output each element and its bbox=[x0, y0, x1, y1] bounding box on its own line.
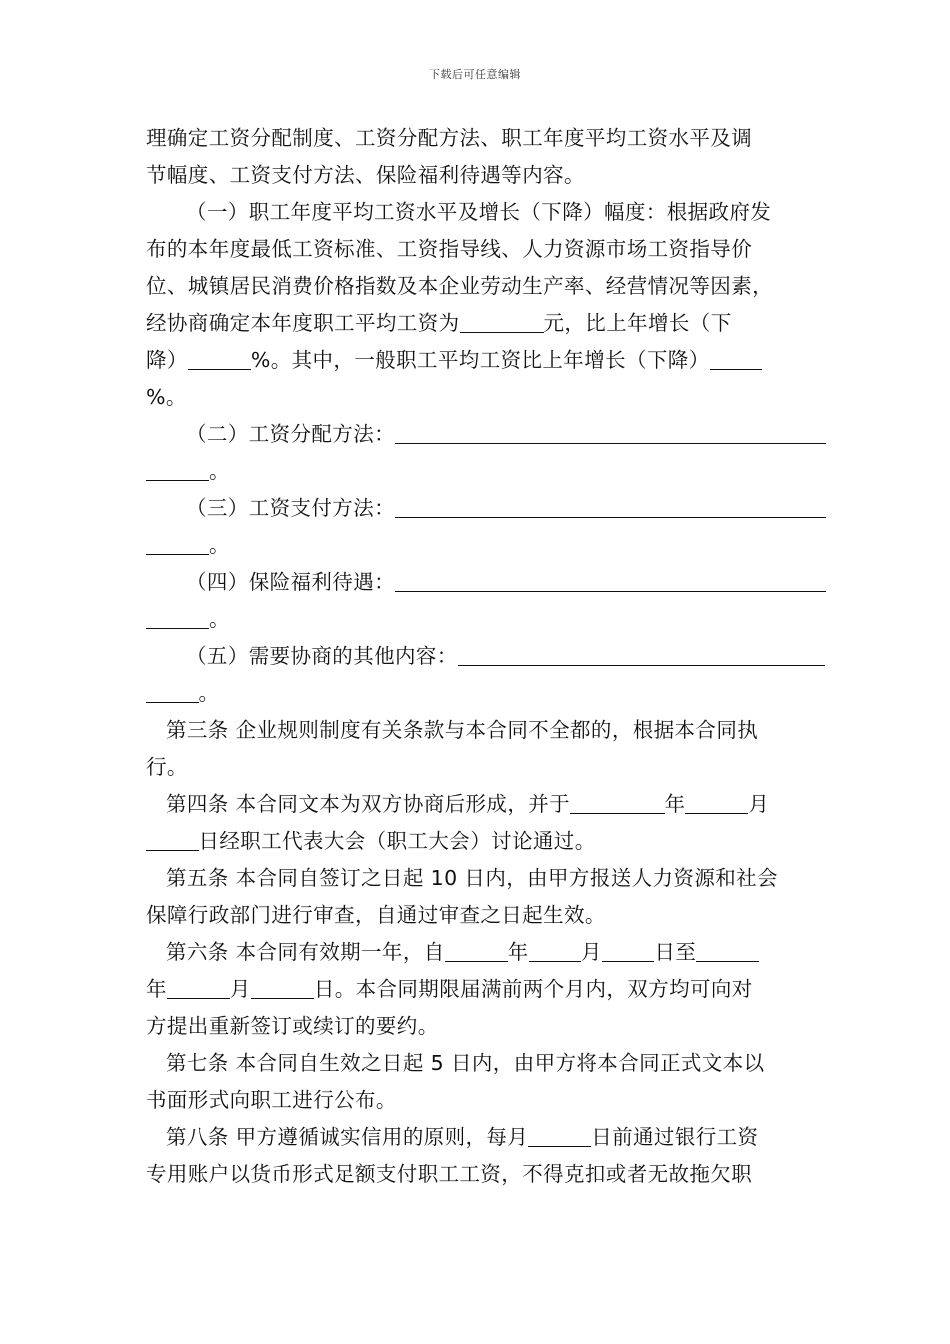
fill-in-blank[interactable] bbox=[251, 978, 314, 999]
text-line bbox=[146, 1082, 810, 1119]
fill-in-blank[interactable] bbox=[696, 941, 759, 962]
text-segment: （三）工资支付方法： bbox=[186, 496, 395, 520]
document-body bbox=[146, 120, 810, 1193]
text-segment: 第四条 本合同文本为双方协商后形成，并于 bbox=[166, 792, 571, 816]
text-line bbox=[146, 416, 810, 453]
text-segment: 元，比上年增长（下 bbox=[543, 311, 732, 335]
text-segment: 日前通过银行工资 bbox=[591, 1125, 759, 1149]
text-segment: 方提出重新签订或续订的要约。 bbox=[146, 1014, 439, 1038]
fill-in-blank[interactable] bbox=[529, 941, 582, 962]
text-line bbox=[146, 305, 810, 342]
text-segment: 。 bbox=[209, 533, 230, 557]
fill-in-blank[interactable] bbox=[146, 608, 209, 629]
text-line bbox=[146, 490, 810, 527]
text-segment: 书面形式向职工进行公布。 bbox=[146, 1088, 397, 1112]
text-segment: 日至 bbox=[654, 940, 697, 964]
text-segment: 。 bbox=[209, 607, 230, 631]
text-segment: 保障行政部门进行审查，自通过审查之日起生效。 bbox=[146, 903, 606, 927]
text-segment: %。 bbox=[146, 385, 187, 409]
text-segment: 月 bbox=[748, 792, 770, 816]
text-line bbox=[146, 601, 810, 638]
text-line bbox=[146, 638, 810, 675]
fill-in-blank[interactable] bbox=[395, 571, 826, 592]
fill-in-blank[interactable] bbox=[602, 941, 655, 962]
text-segment: 经协商确定本年度职工平均工资为 bbox=[146, 311, 460, 335]
text-segment: 月 bbox=[229, 977, 251, 1001]
text-line bbox=[146, 194, 810, 231]
text-line bbox=[146, 1156, 810, 1193]
fill-in-blank[interactable] bbox=[685, 793, 748, 814]
text-line bbox=[146, 342, 810, 379]
text-line bbox=[146, 527, 810, 564]
text-line bbox=[146, 786, 810, 823]
text-segment: 年 bbox=[664, 792, 686, 816]
text-segment: 行。 bbox=[146, 755, 188, 779]
text-line bbox=[146, 379, 810, 416]
text-segment: （五）需要协商的其他内容： bbox=[186, 644, 458, 668]
text-line bbox=[146, 823, 810, 860]
text-line bbox=[146, 749, 810, 786]
fill-in-blank[interactable] bbox=[570, 793, 665, 814]
text-line bbox=[146, 971, 810, 1008]
fill-in-blank[interactable] bbox=[710, 349, 763, 370]
text-segment: 节幅度、工资支付方法、保险福利待遇等内容。 bbox=[146, 163, 585, 187]
fill-in-blank[interactable] bbox=[458, 645, 826, 666]
text-segment: （四）保险福利待遇： bbox=[186, 570, 395, 594]
text-segment: 日经职工代表大会（职工大会）讨论通过。 bbox=[198, 829, 596, 853]
text-line bbox=[146, 268, 810, 305]
fill-in-blank[interactable] bbox=[146, 534, 209, 555]
fill-in-blank[interactable] bbox=[146, 682, 199, 703]
fill-in-blank[interactable] bbox=[445, 941, 508, 962]
text-line bbox=[146, 897, 810, 934]
page-header: 下载后可任意编辑 bbox=[429, 68, 521, 81]
text-segment: %。其中，一般职工平均工资比上年增长（下降） bbox=[250, 348, 710, 372]
text-line bbox=[146, 564, 810, 601]
text-line bbox=[146, 120, 810, 157]
text-line bbox=[146, 860, 810, 897]
text-line bbox=[146, 231, 810, 268]
text-line bbox=[146, 453, 810, 490]
text-segment: 第八条 甲方遵循诚实信用的原则，每月 bbox=[166, 1125, 529, 1149]
fill-in-blank[interactable] bbox=[460, 312, 544, 333]
text-line bbox=[146, 157, 810, 194]
text-segment: 降） bbox=[146, 348, 188, 372]
text-line bbox=[146, 1008, 810, 1045]
fill-in-blank[interactable] bbox=[395, 423, 826, 444]
text-segment: 日。本合同期限届满前两个月内，双方均可向对 bbox=[313, 977, 753, 1001]
fill-in-blank[interactable] bbox=[528, 1126, 591, 1147]
text-line bbox=[146, 675, 810, 712]
fill-in-blank[interactable] bbox=[395, 497, 826, 518]
text-line bbox=[146, 934, 810, 971]
text-segment: 月 bbox=[581, 940, 602, 964]
text-segment: （一）职工年度平均工资水平及增长（下降）幅度：根据政府发 bbox=[186, 200, 772, 224]
text-line bbox=[146, 712, 810, 749]
text-line bbox=[146, 1045, 810, 1082]
text-segment: 。 bbox=[198, 681, 220, 705]
fill-in-blank[interactable] bbox=[188, 349, 251, 370]
text-segment: （二）工资分配方法： bbox=[186, 422, 395, 446]
text-segment: 年 bbox=[146, 977, 167, 1001]
fill-in-blank[interactable] bbox=[146, 460, 209, 481]
text-segment: 第五条 本合同自签订之日起 10 日内，由甲方报送人力资源和社会 bbox=[166, 866, 778, 890]
text-segment: 第七条 本合同自生效之日起 5 日内，由甲方将本合同正式文本以 bbox=[166, 1051, 765, 1075]
text-line bbox=[146, 1119, 810, 1156]
text-segment: 专用账户以货币形式足额支付职工工资，不得克扣或者无故拖欠职 bbox=[146, 1162, 753, 1186]
text-segment: 理确定工资分配制度、工资分配方法、职工年度平均工资水平及调 bbox=[146, 126, 753, 150]
text-segment: 年 bbox=[507, 940, 529, 964]
fill-in-blank[interactable] bbox=[167, 978, 230, 999]
text-segment: 布的本年度最低工资标准、工资指导线、人力资源市场工资指导价 bbox=[146, 237, 753, 261]
text-segment: 第六条 本合同有效期一年，自 bbox=[166, 940, 445, 964]
fill-in-blank[interactable] bbox=[146, 830, 199, 851]
text-segment: 位、城镇居民消费价格指数及本企业劳动生产率、经营情况等因素， bbox=[146, 274, 773, 298]
text-segment: 第三条 企业规则制度有关条款与本合同不全都的，根据本合同执 bbox=[166, 718, 759, 742]
text-segment: 。 bbox=[209, 459, 230, 483]
